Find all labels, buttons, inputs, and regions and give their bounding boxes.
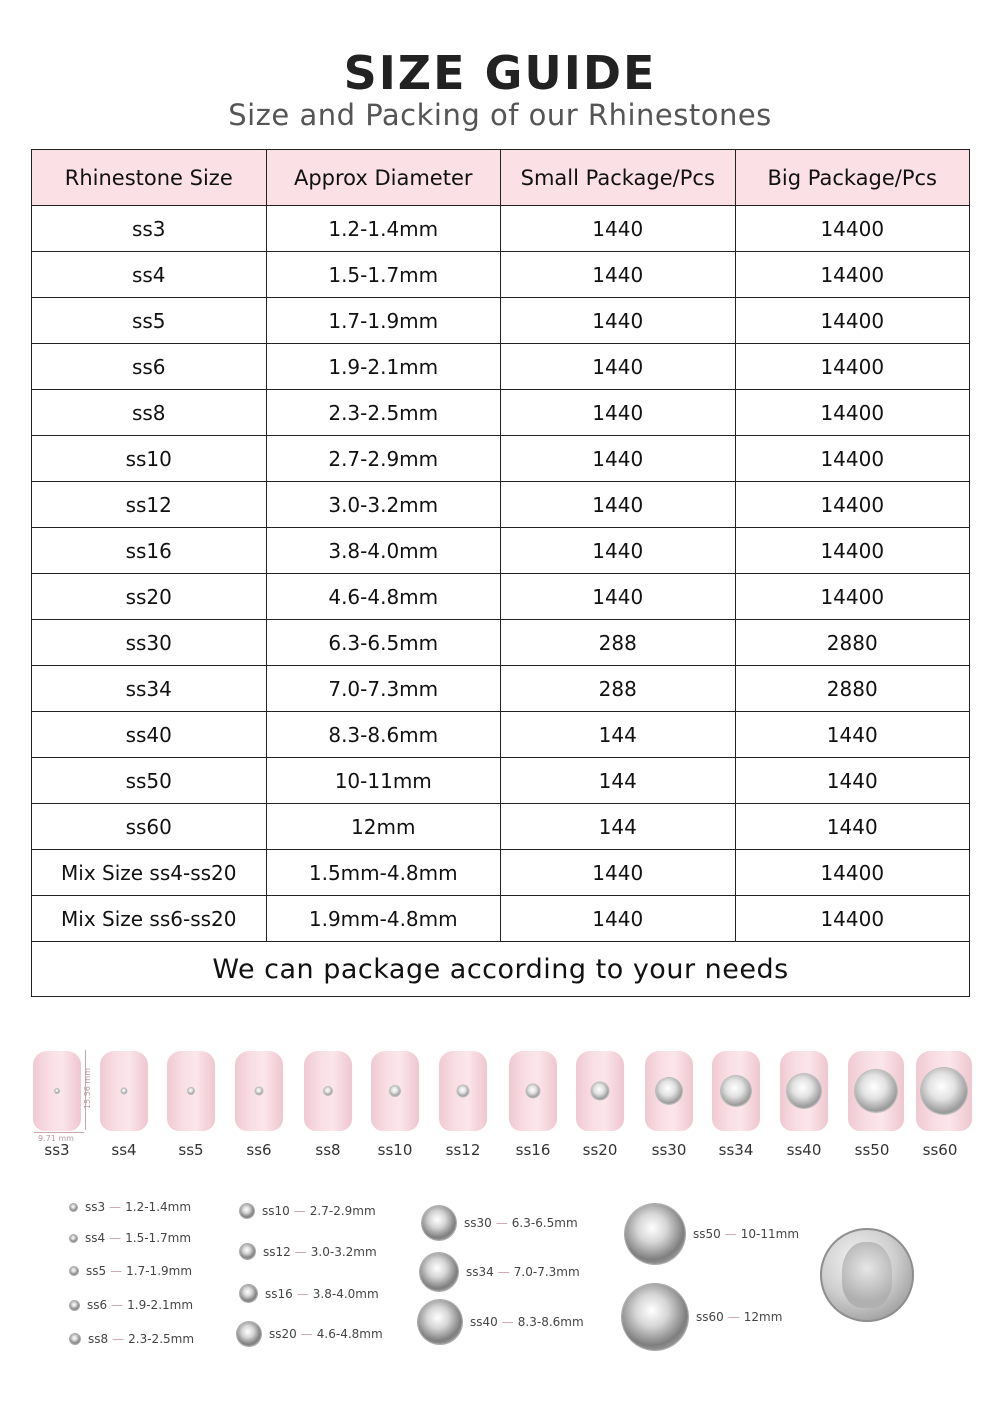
nail-swatch-ss12 bbox=[439, 1051, 487, 1131]
cell-small-package: 1440 bbox=[501, 298, 736, 344]
rhinestone-icon bbox=[70, 1267, 78, 1275]
table-row bbox=[32, 758, 970, 804]
legend-size: ss60 bbox=[696, 1310, 724, 1324]
rhinestone-icon bbox=[256, 1088, 263, 1095]
cell-diameter: 10-11mm bbox=[266, 758, 501, 804]
table-row bbox=[32, 206, 970, 252]
cell-size: ss6 bbox=[32, 344, 267, 390]
legend-diameter: 1.7-1.9mm bbox=[126, 1264, 193, 1278]
legend-item bbox=[240, 1285, 379, 1302]
page-title: SIZE GUIDE bbox=[343, 46, 657, 100]
legend-item bbox=[422, 1206, 578, 1240]
rhinestone-icon bbox=[70, 1235, 77, 1242]
rhinestone-icon bbox=[240, 1285, 257, 1302]
cell-size: ss3 bbox=[32, 206, 267, 252]
cell-small-package: 1440 bbox=[501, 896, 736, 942]
cell-big-package: 1440 bbox=[735, 804, 970, 850]
column-header: Rhinestone Size bbox=[32, 150, 267, 206]
legend-item bbox=[420, 1253, 580, 1291]
cell-size: ss8 bbox=[32, 390, 267, 436]
nail-swatch-ss50 bbox=[848, 1051, 904, 1131]
legend-diameter: 7.0-7.3mm bbox=[513, 1265, 580, 1279]
table-row bbox=[32, 666, 970, 712]
legend-item bbox=[70, 1231, 191, 1245]
legend-separator: — bbox=[111, 1298, 124, 1312]
table-row bbox=[32, 252, 970, 298]
table-row bbox=[32, 298, 970, 344]
rhinestone-icon bbox=[921, 1068, 967, 1114]
rhinestone-icon bbox=[390, 1086, 400, 1096]
cell-big-package: 14400 bbox=[735, 482, 970, 528]
rhinestone-icon bbox=[70, 1301, 79, 1310]
cell-diameter: 1.7-1.9mm bbox=[266, 298, 501, 344]
legend-diameter: 10-11mm bbox=[740, 1227, 800, 1241]
table-row bbox=[32, 528, 970, 574]
legend-item bbox=[70, 1264, 192, 1278]
cell-diameter: 8.3-8.6mm bbox=[266, 712, 501, 758]
rhinestone-icon bbox=[787, 1074, 821, 1108]
cell-big-package: 14400 bbox=[735, 850, 970, 896]
page-subtitle: Size and Packing of our Rhinestones bbox=[228, 98, 772, 132]
cell-diameter: 1.5mm-4.8mm bbox=[266, 850, 501, 896]
nail-swatch-ss3 bbox=[33, 1051, 81, 1131]
nail-label: ss10 bbox=[377, 1141, 413, 1159]
legend-size: ss8 bbox=[88, 1332, 109, 1346]
cell-size: ss12 bbox=[32, 482, 267, 528]
rhinestone-icon bbox=[237, 1322, 261, 1346]
legend-diameter: 3.0-3.2mm bbox=[310, 1244, 377, 1259]
rhinestone-icon bbox=[656, 1078, 682, 1104]
table-row bbox=[32, 712, 970, 758]
cell-size: ss50 bbox=[32, 758, 267, 804]
nail-swatch-ss4 bbox=[100, 1051, 148, 1131]
legend-item bbox=[240, 1244, 377, 1259]
cell-big-package: 14400 bbox=[735, 896, 970, 942]
cell-small-package: 1440 bbox=[501, 390, 736, 436]
legend-item bbox=[622, 1284, 782, 1350]
table-row bbox=[32, 896, 970, 942]
cell-size: Mix Size ss4-ss20 bbox=[32, 850, 267, 896]
legend-separator: — bbox=[296, 1286, 309, 1301]
table-row bbox=[32, 574, 970, 620]
cell-small-package: 1440 bbox=[501, 528, 736, 574]
table-row bbox=[32, 390, 970, 436]
cell-diameter: 1.9mm-4.8mm bbox=[266, 896, 501, 942]
legend-separator: — bbox=[294, 1244, 307, 1259]
cell-small-package: 1440 bbox=[501, 206, 736, 252]
legend-size: ss4 bbox=[85, 1231, 106, 1245]
legend-separator: — bbox=[501, 1315, 514, 1329]
legend-size: ss30 bbox=[464, 1216, 492, 1230]
nail-swatch-ss20 bbox=[576, 1051, 624, 1131]
cell-diameter: 12mm bbox=[266, 804, 501, 850]
nail-swatch-ss34 bbox=[712, 1051, 760, 1131]
cell-big-package: 1440 bbox=[735, 758, 970, 804]
cell-diameter: 1.2-1.4mm bbox=[266, 206, 501, 252]
table-header-row bbox=[32, 150, 970, 206]
column-header: Small Package/Pcs bbox=[501, 150, 736, 206]
width-dimension-marker bbox=[34, 1132, 84, 1143]
nail-label: ss6 bbox=[246, 1141, 272, 1159]
table-row bbox=[32, 436, 970, 482]
cell-small-package: 1440 bbox=[501, 850, 736, 896]
legend-item bbox=[70, 1298, 193, 1312]
nail-swatch-ss8 bbox=[304, 1051, 352, 1131]
rhinestone-icon bbox=[418, 1300, 462, 1344]
nail-label: ss8 bbox=[315, 1141, 341, 1159]
cell-small-package: 1440 bbox=[501, 482, 736, 528]
legend-item bbox=[625, 1204, 799, 1264]
legend-separator: — bbox=[293, 1204, 306, 1218]
cell-size: ss34 bbox=[32, 666, 267, 712]
cell-small-package: 144 bbox=[501, 804, 736, 850]
legend-diameter: 2.3-2.5mm bbox=[128, 1332, 195, 1346]
table-footer-note: We can package according to your needs bbox=[32, 942, 970, 997]
legend-separator: — bbox=[110, 1264, 123, 1278]
cell-small-package: 1440 bbox=[501, 252, 736, 298]
table-footer-row bbox=[32, 942, 970, 997]
legend-separator: — bbox=[495, 1216, 508, 1230]
cell-size: ss20 bbox=[32, 574, 267, 620]
cell-diameter: 3.8-4.0mm bbox=[266, 528, 501, 574]
column-header: Approx Diameter bbox=[266, 150, 501, 206]
rhinestone-icon bbox=[122, 1089, 127, 1094]
legend-item bbox=[240, 1204, 376, 1218]
legend-diameter: 1.9-2.1mm bbox=[127, 1298, 194, 1312]
legend-diameter: 1.5-1.7mm bbox=[125, 1231, 192, 1245]
legend-size: ss3 bbox=[85, 1200, 106, 1214]
cell-big-package: 14400 bbox=[735, 252, 970, 298]
table-row bbox=[32, 850, 970, 896]
cell-size: ss5 bbox=[32, 298, 267, 344]
rhinestone-icon bbox=[527, 1085, 540, 1098]
cell-size: Mix Size ss6-ss20 bbox=[32, 896, 267, 942]
legend-diameter: 1.2-1.4mm bbox=[125, 1200, 192, 1214]
rhinestone-icon bbox=[458, 1086, 469, 1097]
cell-small-package: 288 bbox=[501, 666, 736, 712]
rhinestone-icon bbox=[240, 1204, 254, 1218]
table-row bbox=[32, 804, 970, 850]
rhinestone-icon bbox=[622, 1284, 688, 1350]
rhinestone-icon bbox=[324, 1087, 332, 1095]
cell-big-package: 2880 bbox=[735, 666, 970, 712]
rhinestone-icon bbox=[721, 1076, 751, 1106]
nail-label: ss50 bbox=[854, 1141, 890, 1159]
legend-item bbox=[418, 1300, 584, 1344]
legend-diameter: 3.8-4.0mm bbox=[312, 1286, 379, 1301]
legend-separator: — bbox=[109, 1231, 122, 1245]
nail-label: ss40 bbox=[786, 1141, 822, 1159]
rhinestone-icon bbox=[592, 1083, 609, 1100]
height-dimension-label: 15.56 mm bbox=[83, 1068, 92, 1110]
rhinestone-icon bbox=[188, 1088, 194, 1094]
rhinestone-icon bbox=[240, 1244, 255, 1259]
cell-diameter: 3.0-3.2mm bbox=[266, 482, 501, 528]
nail-label: ss20 bbox=[582, 1141, 618, 1159]
cell-big-package: 14400 bbox=[735, 574, 970, 620]
legend-diameter: 12mm bbox=[743, 1310, 783, 1324]
nail-label: ss60 bbox=[922, 1141, 958, 1159]
nail-label: ss12 bbox=[445, 1141, 481, 1159]
legend-separator: — bbox=[724, 1227, 737, 1241]
cell-diameter: 4.6-4.8mm bbox=[266, 574, 501, 620]
cell-size: ss60 bbox=[32, 804, 267, 850]
nail-swatch-ss30 bbox=[645, 1051, 693, 1131]
nail-swatch-ss60 bbox=[916, 1051, 972, 1131]
cell-diameter: 1.9-2.1mm bbox=[266, 344, 501, 390]
nail-swatch-strip bbox=[0, 1045, 1000, 1170]
cell-size: ss16 bbox=[32, 528, 267, 574]
legend-separator: — bbox=[727, 1310, 740, 1324]
cell-diameter: 2.3-2.5mm bbox=[266, 390, 501, 436]
height-dimension-marker bbox=[85, 1050, 92, 1130]
rhinestone-icon bbox=[55, 1089, 59, 1093]
cell-big-package: 2880 bbox=[735, 620, 970, 666]
nail-swatch-ss10 bbox=[371, 1051, 419, 1131]
legend-item bbox=[237, 1322, 383, 1346]
nail-label: ss5 bbox=[178, 1141, 204, 1159]
nail-label: ss3 bbox=[44, 1141, 70, 1159]
width-dimension-label: 9.71 mm bbox=[38, 1134, 74, 1143]
legend-size: ss50 bbox=[693, 1227, 721, 1241]
cell-small-package: 144 bbox=[501, 712, 736, 758]
nail-swatch-ss16 bbox=[509, 1051, 557, 1131]
cell-diameter: 1.5-1.7mm bbox=[266, 252, 501, 298]
legend-diameter: 6.3-6.5mm bbox=[511, 1216, 578, 1230]
nail-label: ss30 bbox=[651, 1141, 687, 1159]
nail-label: ss4 bbox=[111, 1141, 137, 1159]
legend-diameter: 2.7-2.9mm bbox=[309, 1204, 376, 1218]
legend-item bbox=[70, 1332, 194, 1346]
legend-size: ss40 bbox=[470, 1315, 498, 1329]
legend-diameter: 8.3-8.6mm bbox=[517, 1315, 584, 1329]
nail-label: ss34 bbox=[718, 1141, 754, 1159]
cell-big-package: 14400 bbox=[735, 206, 970, 252]
cell-small-package: 1440 bbox=[501, 436, 736, 482]
table-row bbox=[32, 344, 970, 390]
rhinestone-icon bbox=[855, 1070, 897, 1112]
cell-size: ss30 bbox=[32, 620, 267, 666]
nail-label: ss16 bbox=[515, 1141, 551, 1159]
cell-small-package: 1440 bbox=[501, 574, 736, 620]
legend-separator: — bbox=[109, 1200, 122, 1214]
cell-big-package: 14400 bbox=[735, 528, 970, 574]
cell-size: ss10 bbox=[32, 436, 267, 482]
coin-icon bbox=[820, 1228, 914, 1322]
nail-swatch-ss6 bbox=[235, 1051, 283, 1131]
legend-item bbox=[70, 1200, 191, 1214]
legend-separator: — bbox=[300, 1327, 313, 1341]
nail-swatch-ss40 bbox=[780, 1051, 828, 1131]
cell-diameter: 2.7-2.9mm bbox=[266, 436, 501, 482]
cell-diameter: 6.3-6.5mm bbox=[266, 620, 501, 666]
table-row bbox=[32, 620, 970, 666]
rhinestone-icon bbox=[625, 1204, 685, 1264]
legend-diameter: 4.6-4.8mm bbox=[316, 1327, 383, 1341]
rhinestone-icon bbox=[422, 1206, 456, 1240]
cell-big-package: 14400 bbox=[735, 298, 970, 344]
cell-diameter: 7.0-7.3mm bbox=[266, 666, 501, 712]
legend-size: ss34 bbox=[466, 1265, 494, 1279]
table-row bbox=[32, 482, 970, 528]
rhinestone-icon bbox=[420, 1253, 458, 1291]
cell-big-package: 14400 bbox=[735, 436, 970, 482]
cell-small-package: 288 bbox=[501, 620, 736, 666]
cell-small-package: 1440 bbox=[501, 344, 736, 390]
legend-size: ss10 bbox=[262, 1204, 290, 1218]
cell-size: ss4 bbox=[32, 252, 267, 298]
cell-big-package: 14400 bbox=[735, 344, 970, 390]
legend-size: ss20 bbox=[269, 1327, 297, 1341]
legend-size: ss16 bbox=[265, 1286, 293, 1301]
legend-separator: — bbox=[112, 1332, 125, 1346]
cell-size: ss40 bbox=[32, 712, 267, 758]
legend-size: ss5 bbox=[86, 1264, 107, 1278]
cell-big-package: 1440 bbox=[735, 712, 970, 758]
nail-swatch-ss5 bbox=[167, 1051, 215, 1131]
rhinestone-icon bbox=[70, 1334, 80, 1344]
rhinestone-icon bbox=[70, 1204, 77, 1211]
legend-separator: — bbox=[497, 1265, 510, 1279]
legend-size: ss6 bbox=[87, 1298, 108, 1312]
cell-big-package: 14400 bbox=[735, 390, 970, 436]
size-table bbox=[31, 149, 970, 997]
column-header: Big Package/Pcs bbox=[735, 150, 970, 206]
cell-small-package: 144 bbox=[501, 758, 736, 804]
legend-size: ss12 bbox=[263, 1244, 291, 1259]
